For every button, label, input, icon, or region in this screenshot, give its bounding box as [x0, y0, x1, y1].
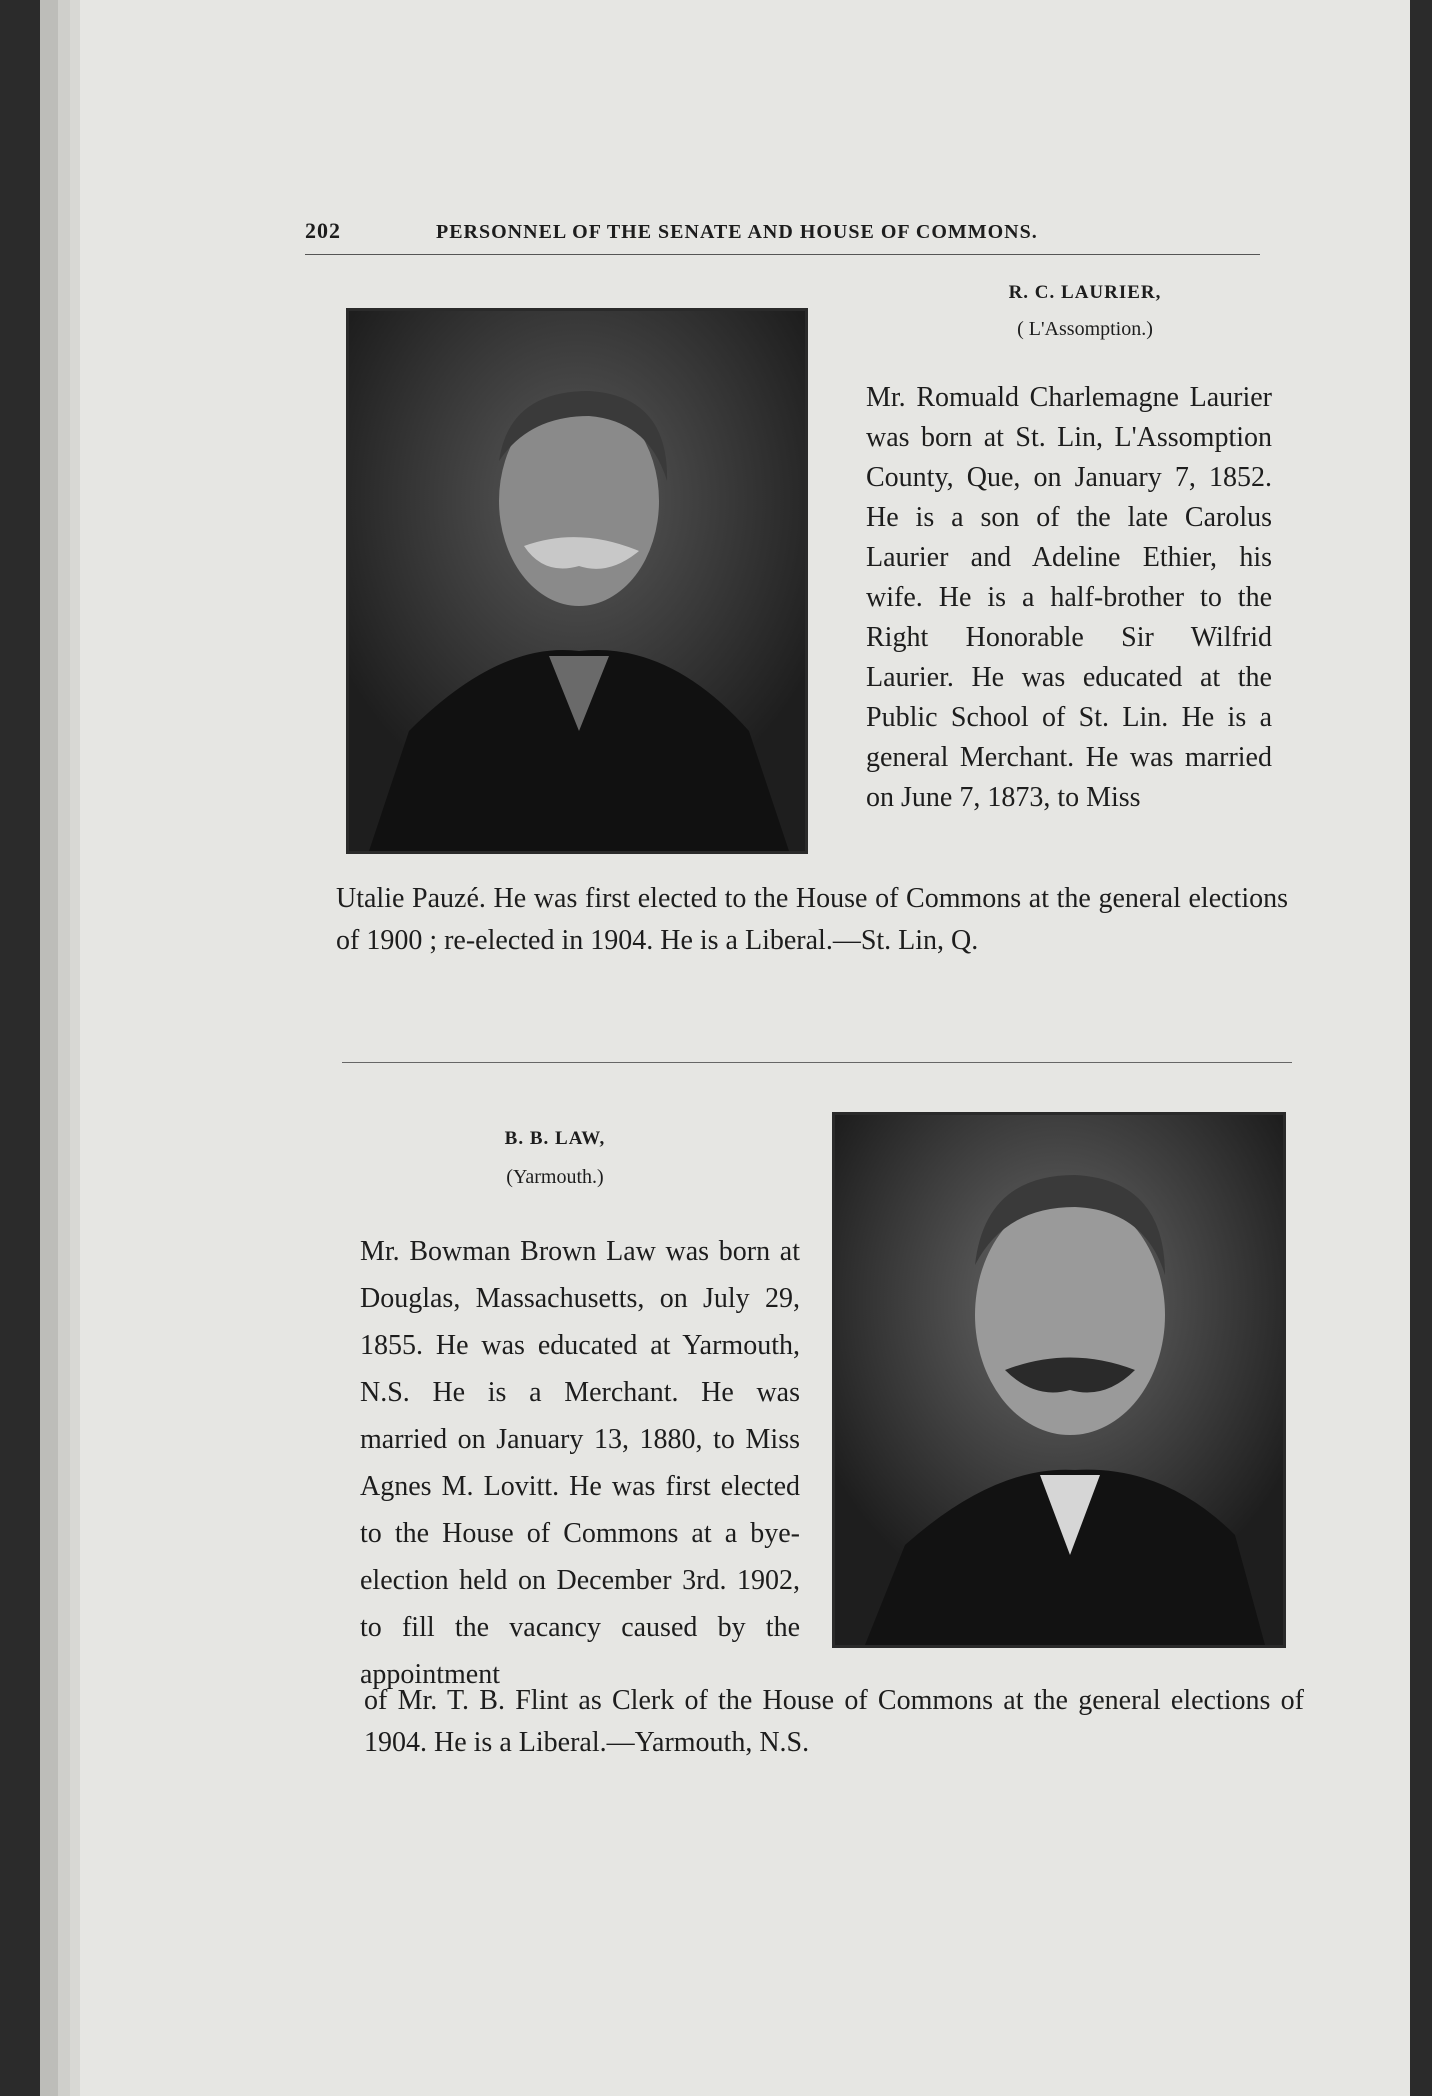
portrait-image [349, 311, 805, 851]
biography-text: of Mr. T. B. Flint as Clerk of the House of Commons at the general elections of 1904. He is a Liberal.—Yarmouth, N.S. [364, 1685, 1304, 1758]
member-riding: ( L'Assomption.) [1017, 318, 1153, 340]
page-number: 202 [305, 218, 341, 243]
biography-text: Mr. Bowman Brown Law was born at Douglas, Massachusetts, on July 29, 1855. He was educated at Yarmouth, N.S. He is a Merchant. He was married on January 13, 1880, to Miss Agnes M. Lovitt. He was first elected to the House of Commons at a bye-election held on December 3rd. 1902, to fill the vacancy caused by the appointment [360, 1236, 800, 1690]
member-name: B. B. LAW, [504, 1128, 606, 1149]
portrait-photo [346, 308, 808, 854]
portrait-photo [832, 1112, 1286, 1648]
running-title: PERSONNEL OF THE SENATE AND HOUSE OF COMMONS. [436, 221, 1038, 243]
section-divider [342, 1062, 1292, 1063]
member-riding: (Yarmouth.) [506, 1166, 604, 1188]
biography-text: Utalie Pauzé. He was first elected to the House of Commons at the general elections of 1900 ; re-elected in 1904. He is a Liberal.—St. Lin, Q. [336, 883, 1288, 956]
portrait-image [835, 1115, 1283, 1645]
member-name: R. C. LAURIER, [1008, 282, 1162, 303]
biography-text: Mr. Romuald Charlemagne Laurier was born at St. Lin, L'Assomption County, Que, on January 7, 1852. He is a son of the late Carolus Laurier and Adeline Ethier, his wife. He is a half-brother to the Right Honorable Sir Wilfrid Laurier. He was educated at the Public School of St. Lin. He is a general Merchant. He was married on June 7, 1873, to Miss [866, 382, 1272, 813]
running-header [305, 218, 1260, 255]
